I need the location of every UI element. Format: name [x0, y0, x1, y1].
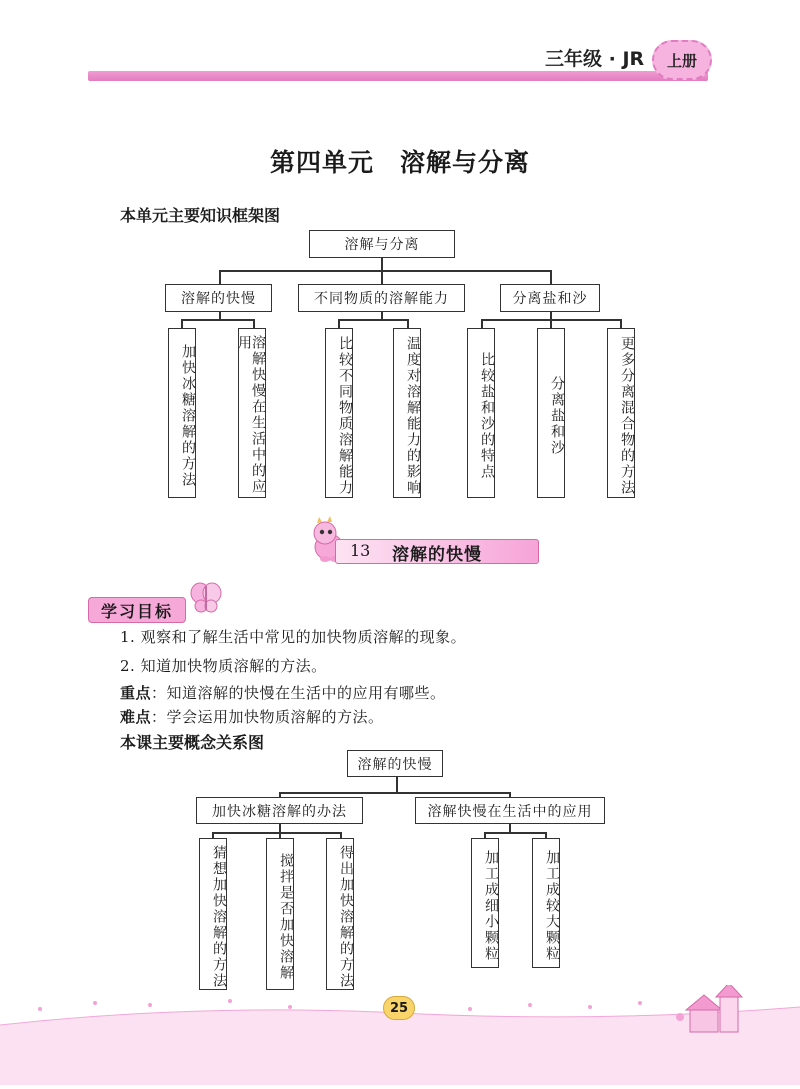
- concept-leaf: 搅拌是否加快溶解: [266, 838, 294, 990]
- unit-title: 第四单元 溶解与分离: [269, 148, 530, 177]
- concept-leaf: 加工成较大颗粒: [532, 838, 560, 968]
- framework-leaf: 比较盐和沙的特点: [467, 328, 495, 498]
- volume-badge: [652, 40, 712, 80]
- grade-label: 三年级 · JR: [545, 48, 645, 70]
- difficulty-label: 难点: [120, 708, 152, 726]
- framework-branch-1: 溶解的快慢: [165, 284, 272, 312]
- framework-leaf: 比较不同物质溶解能力: [325, 328, 353, 498]
- key-point: [120, 682, 446, 703]
- concept-leaf: 得出加快溶解的方法: [326, 838, 354, 990]
- difficulty-point: [120, 706, 384, 727]
- volume-badge-label: 上册: [666, 51, 697, 70]
- objective-item-1: 1. 观察和了解生活中常见的加快物质溶解的现象。: [120, 628, 467, 646]
- objectives-badge: [88, 597, 186, 623]
- framework-heading: 本单元主要知识框架图: [120, 206, 281, 225]
- concept-root: 溶解的快慢: [347, 750, 443, 777]
- header-rule: [88, 71, 708, 81]
- difficulty-text: ：学会运用加快物质溶解的方法。: [151, 708, 384, 726]
- key-point-label: 重点: [120, 684, 152, 702]
- butterfly-icon: [188, 580, 224, 614]
- concept-branch-1: 加快冰糖溶解的办法: [196, 797, 363, 824]
- lesson-number: 13: [350, 541, 371, 560]
- lesson-title: 溶解的快慢: [392, 545, 482, 565]
- framework-branch-2: 不同物质的溶解能力: [298, 284, 465, 312]
- concept-leaf: 加工成细小颗粒: [471, 838, 499, 968]
- key-point-text: ：知道溶解的快慢在生活中的应用有哪些。: [151, 684, 446, 702]
- page-number: 25: [389, 1000, 409, 1016]
- framework-leaf: 更多分离混合物的方法: [607, 328, 635, 498]
- objectives-badge-label: 学习目标: [100, 601, 173, 621]
- concept-leaf: 猜想加快溶解的方法: [199, 838, 227, 990]
- framework-branch-3: 分离盐和沙: [500, 284, 600, 312]
- framework-leaf: 溶解快慢在生活中的应用: [238, 328, 266, 498]
- framework-leaf: 加快冰糖溶解的方法: [168, 328, 196, 498]
- concept-map-heading: 本课主要概念关系图: [120, 733, 265, 752]
- framework-root: 溶解与分离: [309, 230, 455, 258]
- framework-leaf: 温度对溶解能力的影响: [393, 328, 421, 498]
- concept-branch-2: 溶解快慢在生活中的应用: [415, 797, 605, 824]
- page-number-badge: [383, 996, 415, 1020]
- framework-leaf: 分离盐和沙: [537, 328, 565, 498]
- objective-item-2: 2. 知道加快物质溶解的方法。: [120, 657, 327, 675]
